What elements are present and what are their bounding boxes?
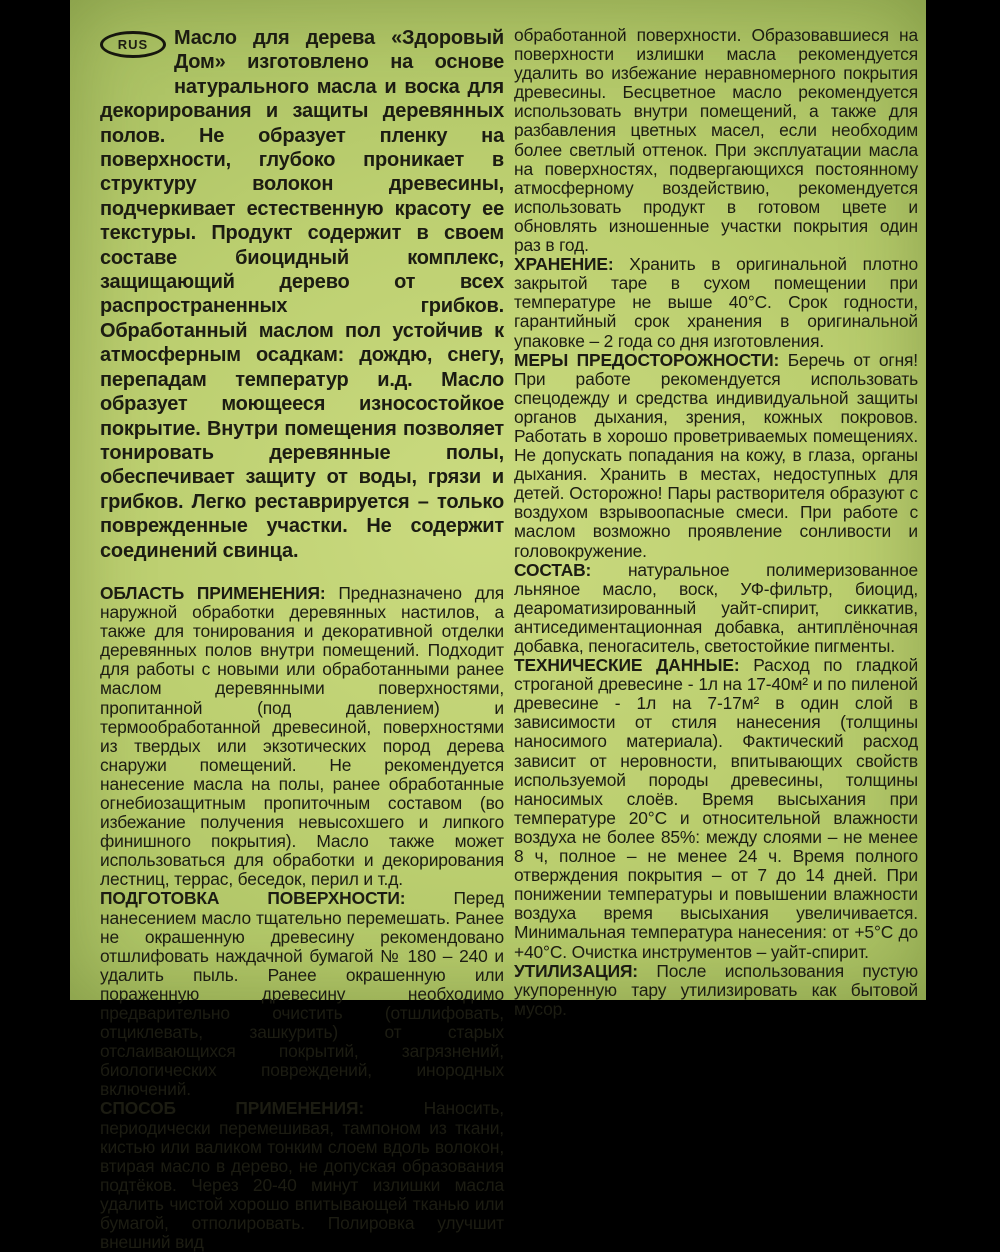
product-label: [70, 0, 926, 1252]
intro-paragraph: [100, 26, 504, 563]
section-composition-heading: СОСТАВ:: [514, 559, 592, 580]
section-storage: [514, 255, 918, 350]
intro-text: Масло для дерева «Здоровый Дом» изготовлено на основе натурального масла и воска для декорирования и защиты деревянных полов. Не образует пленку на поверхности, глубоко проникает в структуру волокон древесины, подчеркивает естественную красоту ее текстуры. Продукт содержит в своем составе биоцидный комплекс, защищающий дерево от всех распространенных грибков. Обработанный маслом пол устойчив к атмосферным осадкам: дождю, снегу, перепадам температур и.д. Масло образует моющееся износостойкое покрытие. Внутри помещения позволяет тонировать деревянные полы, обеспечивает защиту от воды, грязи и грибков. Легко реставрируется – только поврежденные участки. Не содержит соединений свинца.: [100, 27, 504, 562]
section-technical-data-body: Расход по гладкой строганой древесине - 1л на 17-40м² и по пиленой древесине - 1л на 7-17м² в один слой в зависимости от стиля нанесения (толщины наносимого материала). Фактический расход зависит от неровности, впитывающих свойств используемой породы древесины, толщины наносимых слоёв. Время высыхания при температуре 20°С и относительной влажности воздуха не более 85%: между слоями – не менее 8 ч, полное – не менее 24 ч. Время полного отверждения покрытия – от 7 до 14 дней. При понижении температуры и повышении влажности воздуха время высыхания увеличивается. Минимальная температура нанесения: от +5°С до +40°С. Очистка инструментов – уайт-спирит.: [514, 655, 919, 962]
section-surface-preparation-body: Перед нанесением масло тщательно перемешать. Ранее не окрашенную древесину рекомендовано отшлифовать наждачной бумагой № 180 – 240 и удалить пыль. Ранее окрашенную или пораженную древесину необходимо предварительно очистить (отшлифовать, отциклевать, зашкурить) от старых отслаивающихся покрытий, загрязнений, биологических повреждений, инородных включений.: [100, 888, 504, 1100]
section-area-of-use: [100, 584, 504, 890]
section-disposal-body: После использования пустую укупоренную тару утилизировать как бытовой мусор.: [514, 960, 918, 1019]
section-disposal: [514, 962, 918, 1019]
section-precautions: [514, 351, 918, 561]
section-precautions-body: Беречь от огня! При работе рекомендуется использовать спецодежду и средства индивидуальной защиты органов дыхания, зрения, кожных покровов. Работать в хорошо проветриваемых помещениях. Не допускать попадания на кожу, в глаза, органы дыхания. Хранить в местах, недоступных для детей. Осторожно! Пары растворителя образуют с воздухом взрывоопасные смеси. При работе с маслом возможно проявление сонливости и головокружение.: [514, 349, 918, 561]
section-storage-body: Хранить в оригинальной плотно закрытой таре в сухом помещении при температуре не выше 40°С. Срок годности, гарантийный срок хранения в оригинальной упаковке – 2 года со дня изготовления.: [514, 254, 918, 351]
section-surface-preparation: [100, 889, 504, 1099]
section-precautions-heading: МЕРЫ ПРЕДОСТОРОЖНОСТИ:: [514, 349, 780, 370]
section-application-method-body: Наносить, периодически перемешивая, тампоном из ткани, кистью или валиком тонким слоем вдоль волокон, втирая масло в дерево, не допуская образования подтёков. Через 20-40 минут излишки масла удалить чистой хорошо впитывающей тканью или бумагой, отполировать. Полировка улучшит внешний вид: [100, 1098, 504, 1252]
section-composition-body: натуральное полимеризованное льняное масло, воск, УФ-фильтр, биоцид, деароматизированный уайт-спирит, сиккатив, антиседиментационная добавка, антиплёночная добавка, пеногаситель, светостойкие пигменты.: [514, 559, 918, 656]
section-application-method-heading: СПОСОБ ПРИМЕНЕНИЯ:: [100, 1098, 364, 1119]
label-left-column: [100, 26, 505, 1252]
rus-language-badge: RUS: [100, 31, 166, 58]
label-right-column: [514, 25, 919, 1019]
section-storage-heading: ХРАНЕНИЕ:: [514, 254, 614, 275]
section-technical-data: [514, 656, 918, 962]
section-technical-data-heading: ТЕХНИЧЕСКИЕ ДАННЫЕ:: [514, 655, 740, 676]
section-area-of-use-heading: ОБЛАСТЬ ПРИМЕНЕНИЯ:: [100, 582, 326, 603]
application-method-continuation: обработанной поверхности. Образовавшиеся на поверхности излишки масла рекомендуется удалить во избежание неравномерного покрытия древесины. Бесцветное масло рекомендуется использовать внутри помещений, а также для разбавления цветных масел, если необходим более светлый оттенок. При эксплуатации масла на поверхностях, подвергающихся постоянному атмосферному воздействию, рекомендуется использовать продукт в готовом цвете и обновлять изношенные участки покрытия один раз в год.: [514, 25, 918, 256]
rus-badge-wrap: [100, 26, 174, 76]
section-application-method: [100, 1099, 504, 1252]
section-composition: [514, 561, 918, 656]
section-area-of-use-body: Предназначено для наружной обработки деревянных настилов, а также для тонирования и декоративной отделки деревянных полов внутри помещений. Подходит для работы с новыми или обработанными ранее маслом деревянными поверхностями, пропитанной (под давлением) и термообработанной древесиной, поверхностями из твердых или экзотических пород дерева снаружи помещений. Не рекомендуется нанесение масла на полы, ранее обработанные огнебиозащитным пропиточным составом (во избежание получения невысохшего и липкого финишного покрытия). Масло также может использоваться для обработки и декорирования лестниц, террас, беседок, перил и т.д.: [100, 582, 505, 890]
section-surface-preparation-heading: ПОДГОТОВКА ПОВЕРХНОСТИ:: [100, 888, 406, 909]
section-disposal-heading: УТИЛИЗАЦИЯ:: [514, 960, 638, 981]
